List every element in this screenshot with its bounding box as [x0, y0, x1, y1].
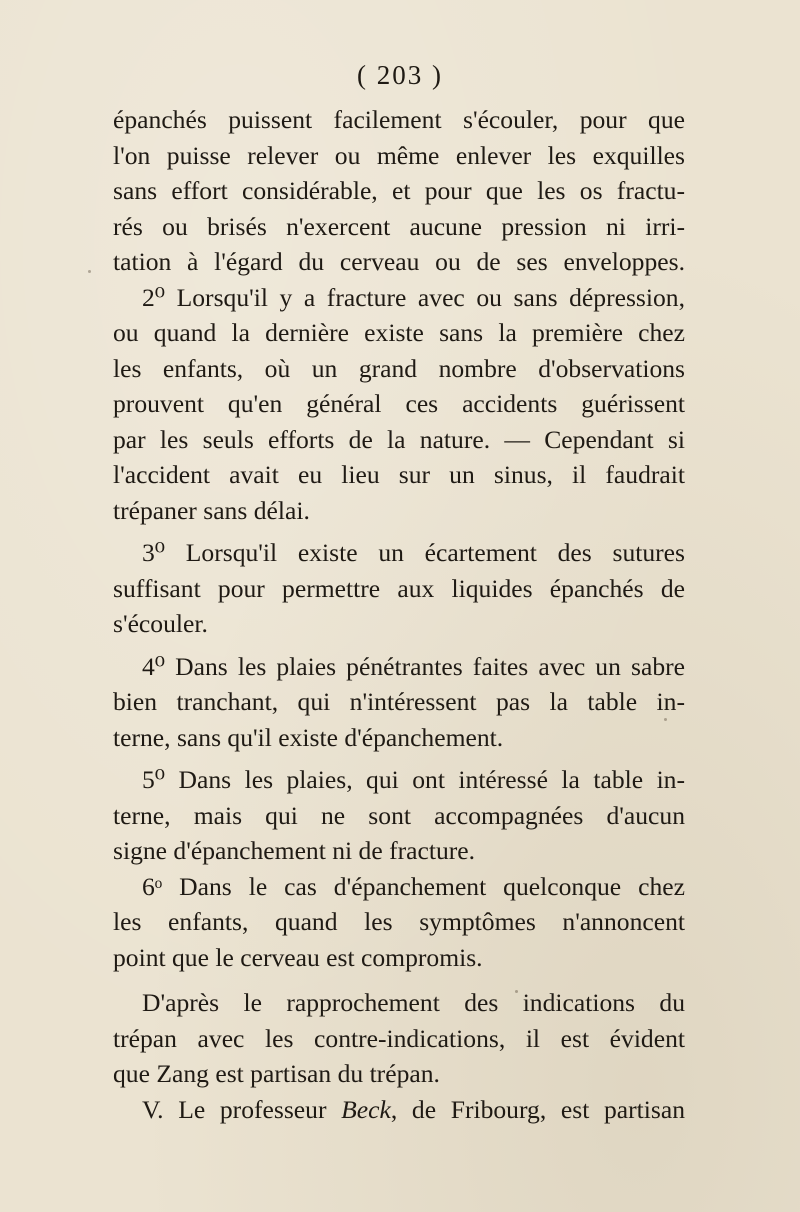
text-line: l'on puisse relever ou même enlever les exquilles: [113, 140, 685, 170]
text-line: D'après le rapprochement des indications du: [142, 988, 685, 1017]
text-line: terne, mais qui ne sont accompagnées d'aucun: [113, 800, 685, 830]
text-run: , de Fribourg, est partisan: [390, 1094, 685, 1124]
text-line: ou quand la dernière existe sans la première chez: [113, 318, 685, 347]
text-line: rés ou brisés n'exercent aucune pression ni irri-: [113, 211, 685, 241]
text-line: suffisant pour permettre aux liquides épanchés de: [113, 573, 685, 603]
paragraph-item-4: [113, 649, 685, 756]
paper-speck: [88, 270, 91, 273]
text-line: tation à l'égard du cerveau ou de ses enveloppes.: [113, 247, 685, 276]
text-line: par les seuls efforts de la nature. — Cependant si: [113, 424, 685, 454]
text-line: terne, sans qu'il existe d'épanchement.: [113, 722, 504, 752]
author-name: Beck: [341, 1094, 391, 1124]
text-line: 3⁰ Lorsqu'il existe un écartement des sutures: [142, 538, 685, 567]
text-line: sans effort considérable, et pour que les os fractu-: [113, 176, 685, 205]
text-line: point que le cerveau est compromis.: [113, 942, 483, 972]
text-line: prouvent qu'en général ces accidents guérissent: [113, 389, 685, 418]
paragraph-continuation: [113, 102, 685, 280]
body-text: [113, 102, 685, 1127]
text-line: trépan avec les contre-indications, il est évident: [113, 1023, 685, 1053]
text-run: V. Le professeur: [142, 1094, 342, 1124]
text-line: que Zang est partisan du trépan.: [113, 1059, 440, 1088]
text-line: signe d'épanchement ni de fracture.: [113, 836, 476, 865]
text-line: 5⁰ Dans les plaies, qui ont intéressé la table in-: [142, 765, 685, 794]
paragraph-item-3: [113, 535, 685, 642]
text-line: 4⁰ Dans les plaies pénétrantes faites avec un sabre: [142, 651, 685, 681]
text-line: [113, 1092, 685, 1128]
paragraph-conclusion: [113, 985, 685, 1092]
paper-speck: [515, 990, 518, 993]
text-line: 6ᵒ Dans le cas d'épanchement quelconque chez: [142, 871, 685, 901]
text-line: bien tranchant, qui n'intéressent pas la table in-: [113, 687, 685, 716]
text-line: trépaner sans délai.: [113, 495, 310, 525]
paragraph-item-2: [113, 280, 685, 529]
text-line: 2⁰ Lorsqu'il y a fracture avec ou sans dépression,: [142, 282, 685, 312]
text-line: épanchés puissent facilement s'écouler, pour que: [113, 105, 685, 134]
text-line: l'accident avait eu lieu sur un sinus, il faudrait: [113, 460, 685, 489]
paragraph-item-5: [113, 762, 685, 869]
paragraph-item-6: [113, 869, 685, 976]
paper-speck: [664, 718, 667, 721]
text-line: les enfants, quand les symptômes n'annoncent: [113, 907, 685, 936]
text-line: les enfants, où un grand nombre d'observations: [113, 353, 685, 383]
text-line: s'écouler.: [113, 609, 208, 638]
page-number: ( 203 ): [357, 60, 443, 90]
paragraph-beck: [113, 1092, 685, 1128]
